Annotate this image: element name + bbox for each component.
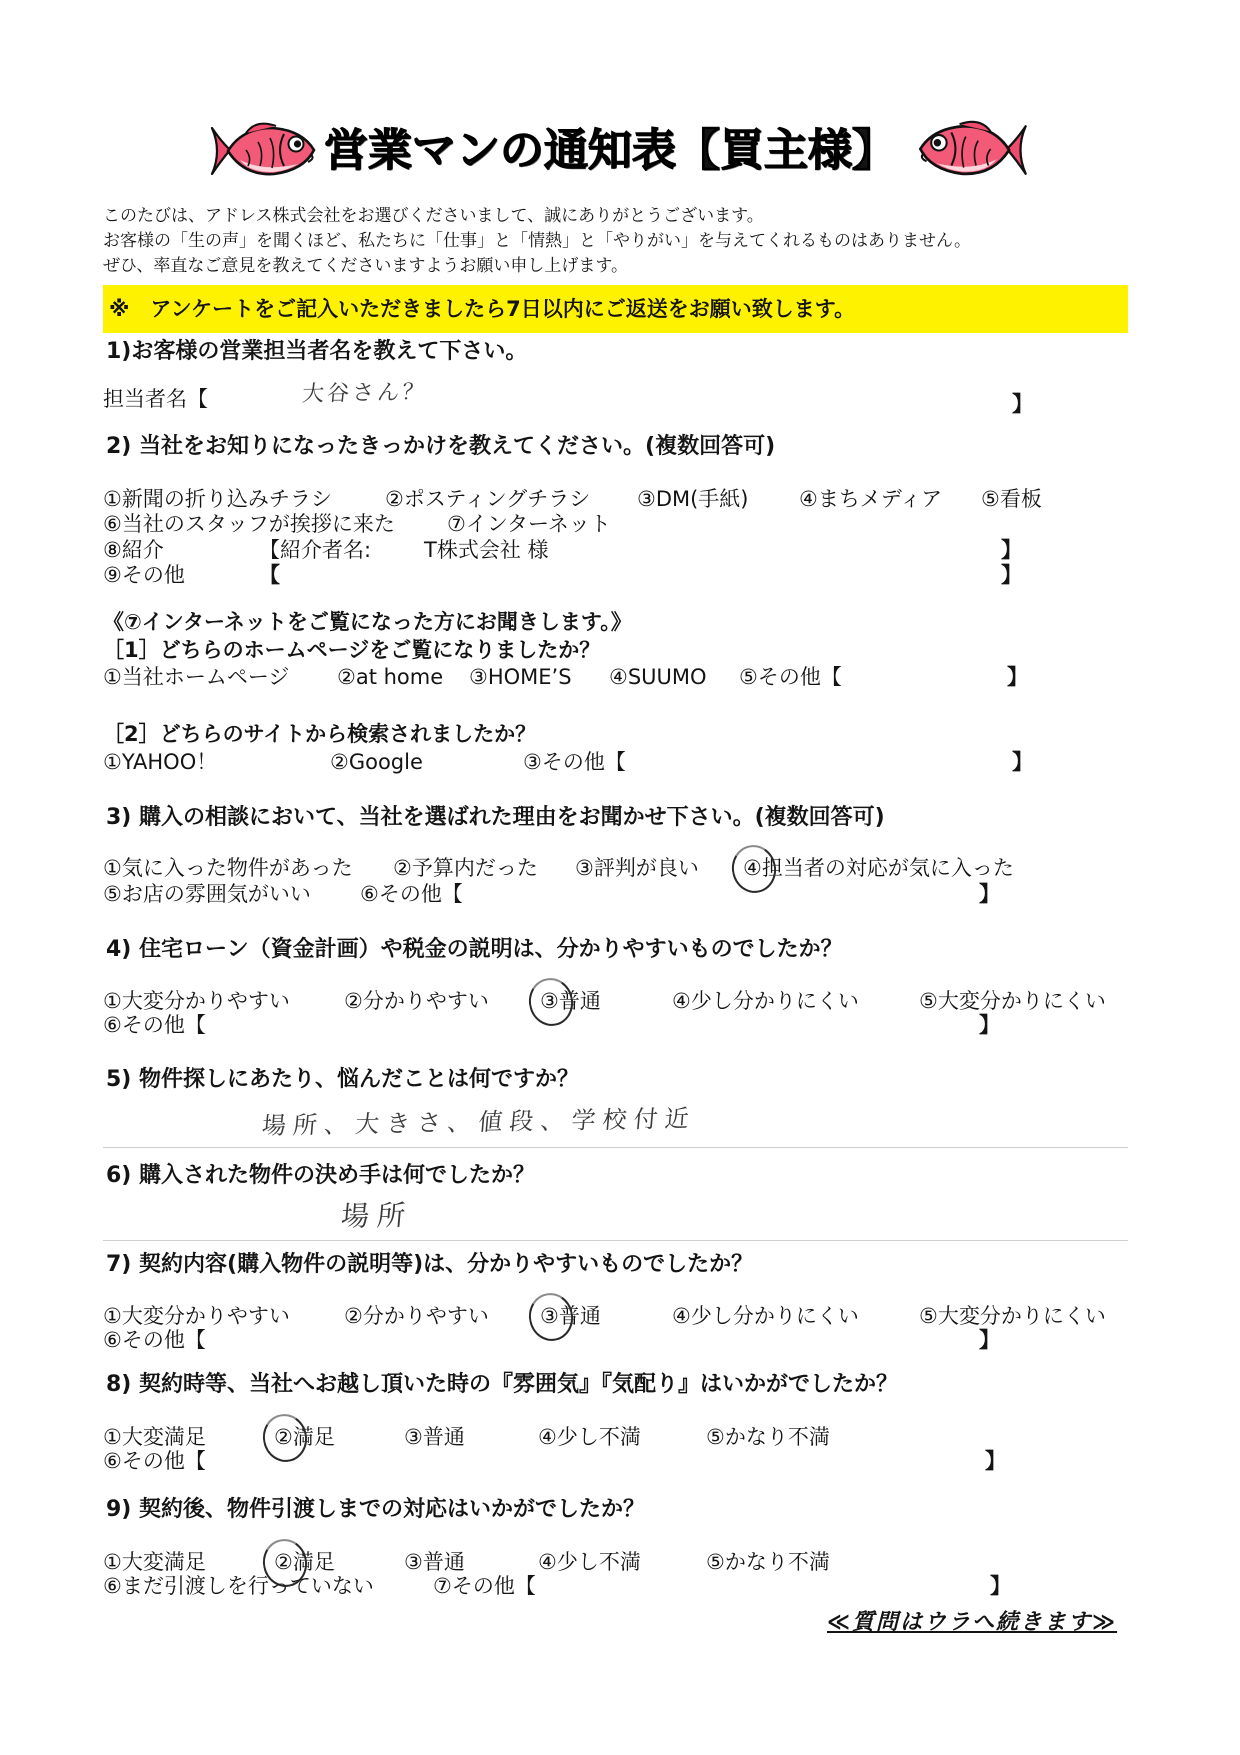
bracket-close: 】	[1001, 538, 1022, 562]
answer-option: ③普通	[540, 1304, 601, 1328]
question-heading: 3) 購入の相談において、当社を選ばれた理由をお聞かせ下さい。(複数回答可)	[106, 805, 885, 830]
answer-option: ⑥まだ引渡しを行っていない	[103, 1574, 374, 1598]
answer-option: ④少し不満	[538, 1550, 641, 1574]
hand-drawn-circle	[258, 1410, 311, 1466]
answer-option: ⑥その他【	[103, 1449, 206, 1473]
answer-option: ④SUUMO	[609, 665, 707, 689]
question-heading: ［1］どちらのホームページをご覧になりましたか？	[103, 638, 601, 662]
answer-option: ③普通	[404, 1550, 465, 1574]
internet-section-heading: 《⑦インターネットをご覧になった方にお聞きします。》	[103, 610, 632, 634]
bracket-open: 【	[259, 563, 280, 587]
continued-on-back-note: ≪質問はウラへ続きます≫	[827, 1610, 1118, 1635]
question-heading: ［2］どちらのサイトから検索されましたか？	[103, 722, 537, 746]
answer-option: ③普通	[540, 989, 601, 1013]
answer-option: ②満足	[274, 1425, 335, 1449]
bracket-close: 】	[1012, 392, 1033, 416]
bracket-close: 】	[990, 1574, 1011, 1598]
answer-option: ①YAHOO！	[103, 750, 218, 774]
survey-title: 営業マンの通知表【買主様】	[324, 125, 896, 176]
answer-option: ②分かりやすい	[344, 1304, 489, 1328]
answer-option: ②at home	[337, 665, 444, 689]
referrer-name-label: 【紹介者名:	[259, 538, 372, 562]
answer-line	[103, 1240, 1128, 1241]
answer-option: ②分かりやすい	[344, 989, 489, 1013]
bracket-close: 】	[1012, 750, 1033, 774]
answer-option: ③評判が良い	[575, 856, 699, 880]
answer-option: ②予算内だった	[393, 856, 538, 880]
answer-option: ③その他【	[523, 750, 626, 774]
handwritten-answer: 場所、大きさ、値段、学校付近	[260, 1104, 698, 1140]
answer-option: ②ポスティングチラシ	[385, 487, 591, 511]
answer-option: ⑥その他【	[103, 1013, 206, 1037]
answer-option: ⑦インターネット	[447, 512, 611, 536]
answer-option: ⑤大変分かりにくい	[919, 989, 1106, 1013]
answer-option: ⑤大変分かりにくい	[919, 1304, 1106, 1328]
question-heading: 1)お客様の営業担当者名を教えて下さい。	[106, 339, 528, 364]
answer-option: ⑤その他【	[739, 665, 842, 689]
answer-option: ⑥当社のスタッフが挨拶に来た	[103, 512, 395, 536]
hand-drawn-circle	[727, 841, 780, 897]
answer-option: ①大変分かりやすい	[103, 1304, 290, 1328]
answer-option: ③DM(手紙)	[637, 487, 749, 511]
bracket-close: 】	[979, 1013, 1000, 1037]
question-heading: 7) 契約内容(購入物件の説明等)は、分かりやすいものでしたか？	[106, 1252, 754, 1277]
intro-line: お客様の「生の声」を聞くほど、私たちに「仕事」と「情熱」と「やりがい」を与えてくれるものはありません。	[103, 231, 972, 251]
intro-line: ぜひ、率直なご意見を教えてくださいますようお願い申し上げます。	[103, 256, 628, 276]
bracket-close: 】	[1007, 665, 1028, 689]
handwritten-answer: 大谷さん？	[300, 379, 429, 407]
answer-option: ①大変満足	[103, 1425, 206, 1449]
answer-option: ⑥その他【	[360, 882, 463, 906]
staff-name-label: 担当者名【	[103, 387, 208, 411]
hand-drawn-circle	[524, 1289, 577, 1345]
bracket-close: 】	[979, 882, 1000, 906]
intro-line: このたびは、アドレス株式会社をお選びくださいまして、誠にありがとうございます。	[103, 206, 764, 226]
answer-line	[103, 1147, 1128, 1148]
question-heading: 2) 当社をお知りになったきっかけを教えてください。(複数回答可)	[106, 434, 776, 459]
bracket-close: 】	[1001, 563, 1022, 587]
sea-bream-icon	[914, 118, 1032, 182]
answer-option: ②Google	[330, 750, 423, 774]
answer-option: ④少し分かりにくい	[672, 1304, 859, 1328]
question-heading: 8) 契約時等、当社へお越し頂いた時の『雰囲気』『気配り』はいかがでしたか？	[106, 1372, 899, 1397]
bracket-close: 】	[979, 1328, 1000, 1352]
answer-option: ①当社ホームページ	[103, 665, 290, 689]
answer-option: ⑤かなり不満	[706, 1425, 830, 1449]
answer-option: ④少し不満	[538, 1425, 641, 1449]
answer-option: ①気に入った物件があった	[103, 856, 353, 880]
answer-option: ⑧紹介	[103, 538, 164, 562]
bracket-close: 】	[985, 1449, 1006, 1473]
answer-option: ⑥その他【	[103, 1328, 206, 1352]
answer-option: ③普通	[404, 1425, 465, 1449]
notice-text: ※ アンケートをご記入いただきましたら7日以内にご返送をお願い致します。	[109, 297, 856, 321]
sea-bream-icon	[206, 120, 320, 182]
answer-option: ⑦その他【	[433, 1574, 536, 1598]
answer-option: ⑤お店の雰囲気がいい	[103, 882, 311, 906]
answer-option: ⑤かなり不満	[706, 1550, 830, 1574]
question-heading: 6) 購入された物件の決め手は何でしたか？	[106, 1163, 536, 1188]
answer-option: ①新聞の折り込みチラシ	[103, 487, 332, 511]
answer-option: ④担当者の対応が気に入った	[743, 856, 1014, 880]
handwritten-answer: 場所	[339, 1198, 415, 1233]
answer-option: ⑨その他	[103, 563, 185, 587]
notice-banner	[103, 285, 1128, 333]
referrer-name-answer: T株式会社 様	[424, 538, 549, 562]
answer-option: ②満足	[274, 1550, 335, 1574]
answer-option: ⑤看板	[981, 487, 1042, 511]
answer-option: ③HOME’S	[469, 665, 572, 689]
hand-drawn-circle	[524, 974, 577, 1030]
question-heading: 5) 物件探しにあたり、悩んだことは何ですか？	[106, 1067, 580, 1092]
answer-option: ①大変満足	[103, 1550, 206, 1574]
question-heading: 9) 契約後、物件引渡しまでの対応はいかがでしたか？	[106, 1497, 646, 1522]
answer-option: ④少し分かりにくい	[672, 989, 859, 1013]
answer-option: ①大変分かりやすい	[103, 989, 290, 1013]
question-heading: 4) 住宅ローン（資金計画）や税金の説明は、分かりやすいものでしたか？	[106, 937, 843, 962]
answer-option: ④まちメディア	[799, 487, 943, 511]
